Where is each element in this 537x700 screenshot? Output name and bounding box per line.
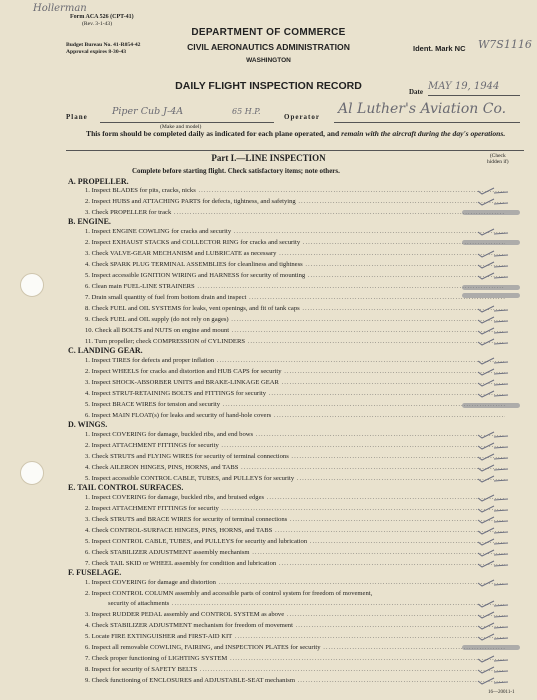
checklist-item: 2. Inspect WHEELS for cracks and distortion and HUB CAPS for security ..... [85, 368, 505, 375]
administration-heading: CIVIL AERONAUTICS ADMINISTRATION [187, 42, 350, 52]
checklist-item: 10. Check all BOLTS and NUTS on engine and mount ..... [85, 327, 505, 334]
smudged-check-mark [462, 645, 520, 650]
binder-hole-top [20, 273, 44, 297]
form-number: Form ACA 526 (CPT-41) [70, 14, 134, 20]
checklist-item: 1. Inspect COVERING for damage and distortion ..... [85, 579, 505, 586]
check-mark [472, 452, 512, 462]
checklist-item: 3. Check STRUTS and FLYING WIRES for security of terminal connections ..... [85, 453, 505, 460]
checklist-item: 1. Inspect BLADES for pits, cracks, nicks ..... [85, 187, 505, 194]
check-mark [472, 186, 512, 196]
ident-mark-value: W7S1116 [478, 38, 532, 51]
check-mark [472, 304, 512, 314]
check-mark [472, 430, 512, 440]
section-tail-control-surfaces: E. TAIL CONTROL SURFACES. [68, 483, 184, 492]
plane-label: Plane [66, 113, 88, 121]
checklist-item: 6. Inspect all removable COWLING, FAIRING, and INSPECTION PLATES for security ..... [85, 644, 505, 651]
check-mark [472, 504, 512, 514]
plane-rule [100, 122, 274, 123]
plane-horsepower: 65 H.P. [232, 107, 261, 116]
plane-value: Piper Cub J-4A [112, 106, 184, 117]
check-mark [472, 654, 512, 664]
operator-rule [334, 122, 520, 123]
part-title: Part I.—LINE INSPECTION [211, 153, 326, 163]
check-mark [472, 578, 512, 588]
header-divider [66, 150, 524, 151]
instructions-text: This form should be completed daily as indicated for each plane operated, and [86, 129, 342, 138]
check-mark [472, 367, 512, 377]
department-heading: DEPARTMENT OF COMMERCE [191, 27, 346, 38]
instructions-emphasis: remain with the aircraft during the day's operations. [341, 129, 506, 138]
checklist-item: 7. Check proper functioning of LIGHTING SYSTEM ..... [85, 655, 505, 662]
checklist-item: 11. Turn propeller; check COMPRESSION of CYLINDERS ..... [85, 338, 505, 345]
checklist-item: 4. Check STABILIZER ADJUSTMENT mechanism for freedom of movement ..... [85, 622, 505, 629]
checklist-item: 3. Inspect RUDDER PEDAL assembly and CONTROL SYSTEM as above ..... [85, 611, 505, 618]
binder-hole-bottom [20, 461, 44, 485]
check-mark [472, 559, 512, 569]
check-mark [472, 537, 512, 547]
check-mark [472, 227, 512, 237]
checklist-item: 9. Check functioning of ENCLOSURES and ADJUSTABLE-SEAT mechanism ..... [85, 677, 505, 684]
checklist-item: 1. Inspect TIRES for defects and proper inflation ..... [85, 357, 505, 364]
section-landing-gear: C. LANDING GEAR. [68, 346, 143, 355]
checklist-item: 5. Inspect CONTROL CABLE, TUBES, and PULLEYS for security and lubrication ..... [85, 538, 505, 545]
check-mark [472, 337, 512, 347]
check-mark [472, 610, 512, 620]
section-wings: D. WINGS. [68, 420, 108, 429]
check-mark [472, 197, 512, 207]
check-mark [472, 548, 512, 558]
smudged-check-mark [462, 285, 520, 290]
check-mark [472, 249, 512, 259]
check-mark [472, 493, 512, 503]
form-title: DAILY FLIGHT INSPECTION RECORD [175, 80, 362, 92]
city-heading: WASHINGTON [246, 57, 291, 64]
checklist-item: 5. Inspect accessible CONTROL CABLE, TUBES, and PULLEYS for security ..... [85, 475, 505, 482]
check-header-line2: hidden if) [487, 159, 509, 165]
check-mark [472, 515, 512, 525]
check-mark [472, 271, 512, 281]
checklist-item: 5. Inspect BRACE WIRES for tension and security ..... [85, 401, 505, 408]
date-label: Date [409, 88, 423, 96]
check-mark [472, 676, 512, 686]
smudged-check-mark [462, 293, 520, 298]
instructions [68, 129, 528, 138]
checklist-item: 4. Inspect STRUT-RETAINING BOLTS and FITTINGS for security ..... [85, 390, 505, 397]
check-mark [472, 315, 512, 325]
checklist-item: 4. Check CONTROL-SURFACE HINGES, PINS, HORNS, and TABS ..... [85, 527, 505, 534]
smudged-check-mark [462, 210, 520, 215]
operator-value: Al Luther's Aviation Co. [338, 101, 507, 117]
checklist-item: 2. Inspect CONTROL COLUMN assembly and accessible parts of control system for freedom of movement, [85, 590, 373, 597]
check-mark [472, 260, 512, 270]
checklist-item: 3. Check VALVE-GEAR MECHANISM and LUBRICATE as necessary ..... [85, 250, 505, 257]
checklist-item: 9. Check FUEL and OIL supply (do not rely on gages) ..... [85, 316, 505, 323]
check-column-header [487, 153, 509, 165]
check-mark [472, 463, 512, 473]
checklist-item: 3. Inspect SHOCK-ABSORBER UNITS and BRAKE-LINKAGE GEAR ..... [85, 379, 505, 386]
approval-expiry: Approval expires 8-30-43 [66, 49, 127, 55]
checklist-item-continuation: security of attachments ..... [108, 600, 505, 607]
checklist-item: 1. Inspect COVERING for damage, buckled ribs, and bruised edges ..... [85, 494, 505, 501]
make-model-label: (Make and model) [160, 124, 202, 130]
smudged-check-mark [462, 403, 520, 408]
section-engine: B. ENGINE. [68, 217, 111, 226]
check-mark [472, 356, 512, 366]
checklist-item: 1. Inspect COVERING for damage, buckled ribs, and end bows ..... [85, 431, 505, 438]
checklist-item: 2. Inspect HUBS and ATTACHING PARTS for defects, tightness, and safetying ..... [85, 198, 505, 205]
checklist-item: 7. Drain small quantity of fuel from bottom drain and inspect ..... [85, 294, 505, 301]
checklist-item: 3. Check STRUTS and BRACE WIRES for security of terminal connections ..... [85, 516, 505, 523]
checklist-item: 2. Inspect EXHAUST STACKS and COLLECTOR RING for cracks and security ..... [85, 239, 505, 246]
checklist-item: 5. Locate FIRE EXTINGUISHER and FIRST-AID KIT ..... [85, 633, 505, 640]
section-propeller: A. PROPELLER. [68, 177, 129, 186]
checklist-item: 6. Inspect MAIN FLOAT(s) for leaks and security of hand-hole covers ..... [85, 412, 505, 419]
check-mark [472, 599, 512, 609]
check-mark [472, 665, 512, 675]
check-mark [472, 326, 512, 336]
section-fuselage: F. FUSELAGE. [68, 568, 122, 577]
checklist-item: 1. Inspect ENGINE COWLING for cracks and security ..... [85, 228, 505, 235]
check-mark [472, 378, 512, 388]
checklist-item: 2. Inspect ATTACHMENT FITTINGS for security ..... [85, 505, 505, 512]
check-mark [472, 526, 512, 536]
smudged-check-mark [462, 240, 520, 245]
checklist-item: 2. Inspect ATTACHMENT FITTINGS for security ..... [85, 442, 505, 449]
part-subtitle: Complete before starting flight. Check satisfactory items; note others. [132, 167, 340, 175]
checklist-item: 8. Check FUEL and OIL SYSTEMS for leaks, vent openings, and fit of tank caps ..... [85, 305, 505, 312]
checklist-item: 7. Check TAIL SKID or WHEEL assembly for condition and lubrication ..... [85, 560, 505, 567]
operator-label: Operator [284, 113, 320, 121]
check-mark [472, 474, 512, 484]
checklist-item: 6. Check STABILIZER ADJUSTMENT assembly mechanism ..... [85, 549, 505, 556]
check-mark [472, 621, 512, 631]
handwritten-name: Hollerman [33, 3, 87, 14]
check-mark [472, 389, 512, 399]
checklist-item: 4. Check AILERON HINGES, PINS, HORNS, and TABS ..... [85, 464, 505, 471]
checklist-item: 8. Inspect for security of SAFETY BELTS ..... [85, 666, 505, 673]
budget-bureau: Budget Bureau No. 41-R054-42 [66, 42, 141, 48]
checklist-item: 4. Check SPARK PLUG TERMINAL ASSEMBLIES for cleanliness and tightness ..... [85, 261, 505, 268]
check-mark [472, 632, 512, 642]
date-rule [428, 95, 520, 96]
footer-code: 16—20011-1 [488, 690, 515, 695]
form-revision: (Rev. 3-1-43) [82, 21, 113, 27]
checklist-item: 3. Check PROPELLER for track ..... [85, 209, 505, 216]
checklist-item: 6. Clean main FUEL-LINE STRAINERS ..... [85, 283, 505, 290]
check-header-line1: (Check [489, 153, 506, 159]
checklist-item: 5. Inspect accessible IGNITION WIRING and HARNESS for security of mounting ..... [85, 272, 505, 279]
ident-mark-label: Ident. Mark NC [413, 44, 466, 53]
check-mark [472, 441, 512, 451]
date-value: MAY 19, 1944 [428, 81, 500, 92]
